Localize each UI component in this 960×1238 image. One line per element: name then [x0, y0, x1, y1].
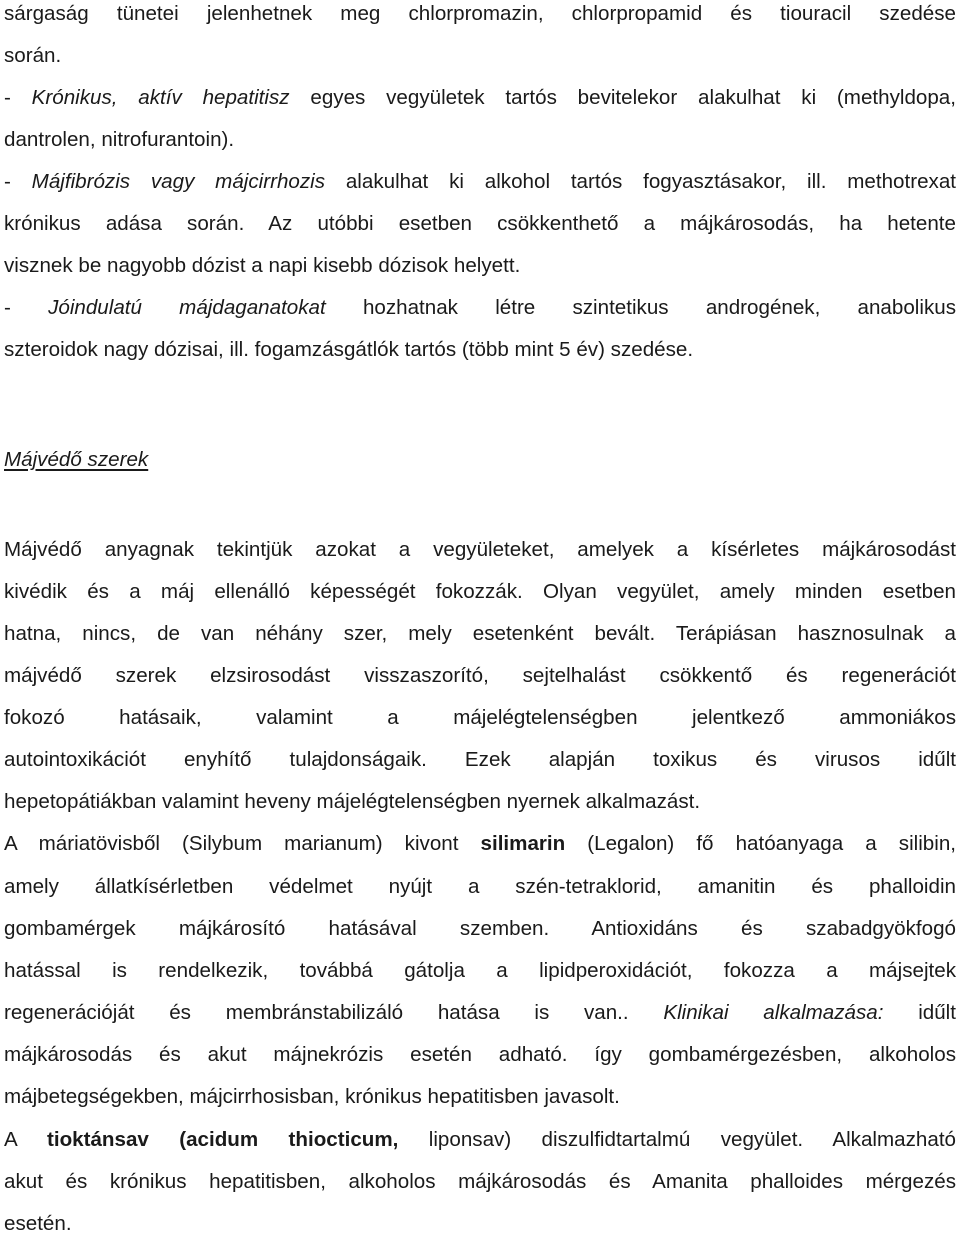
italic-term: Jóindulatú májdaganatokat	[48, 296, 326, 319]
italic-term: Májfibrózis vagy májcirrhozis	[31, 170, 326, 193]
text-line	[4, 620, 956, 648]
text-span: krónikus adása során. Az utóbbi esetben csökkenthető a májkárosodás, ha hetente	[4, 212, 956, 235]
text-line	[4, 1041, 956, 1069]
text-span: sárgaság tünetei jelenhetnek meg chlorpromazin, chlorpropamid és tiouracil szedése	[4, 2, 956, 25]
text-span: májbetegségekben, májcirrhosisban, krónikus hepatitisben javasolt.	[4, 1085, 620, 1108]
text-span: idűlt	[883, 1001, 956, 1024]
text-span: kivédik és a máj ellenálló képességét fokozzák. Olyan vegyület, amely minden esetben	[4, 580, 956, 603]
text-span: alakulhat ki alkohol tartós fogyasztásakor, ill. methotrexat	[325, 170, 956, 193]
text-line	[4, 578, 956, 606]
text-span: hozhatnak létre szintetikus androgének, anabolikus	[325, 296, 956, 319]
text-span: hatna, nincs, de van néhány szer, mely esetenként bevált. Terápiásan hasznosulnak a	[4, 622, 956, 645]
text-line	[4, 84, 956, 112]
text-span: fokozó hatásaik, valamint a májelégtelenségben jelentkező ammoniákos	[4, 706, 956, 729]
bold-term: silimarin	[480, 832, 566, 855]
text-line	[4, 915, 956, 943]
text-span: A máriatövisből (Silybum marianum) kivont	[4, 832, 481, 855]
text-line	[4, 336, 956, 364]
text-span: -	[4, 86, 32, 109]
text-line	[4, 662, 956, 690]
text-span: visznek be nagyobb dózist a napi kisebb dózisok helyett.	[4, 254, 521, 277]
text-span: szteroidok nagy dózisai, ill. fogamzásgátlók tartós (több mint 5 év) szedése.	[4, 338, 694, 361]
text-line	[4, 1168, 956, 1196]
text-line	[4, 830, 956, 858]
text-line	[4, 1083, 956, 1111]
italic-term: Klinikai alkalmazása:	[663, 1001, 884, 1024]
text-span: amely állatkísérletben védelmet nyújt a szén-tetraklorid, amanitin és phalloidin	[4, 875, 956, 898]
text-line	[4, 536, 956, 564]
text-span: autointoxikációt enyhítő tulajdonságaik. Ezek alapján toxikus és virusos idűlt	[4, 748, 956, 771]
text-line	[4, 252, 956, 280]
text-span: A	[4, 1128, 47, 1151]
text-span: hatással is rendelkezik, továbbá gátolja a lipidperoxidációt, fokozza a májsejtek	[4, 959, 956, 982]
text-span: hepetopátiákban valamint heveny májelégtelenségben nyernek alkalmazást.	[4, 790, 701, 813]
text-line	[4, 957, 956, 985]
text-span: (Legalon) fő hatóanyaga a silibin,	[565, 832, 957, 855]
text-line	[4, 126, 956, 154]
text-line	[4, 746, 956, 774]
text-span: Májvédő anyagnak tekintjük azokat a vegyületeket, amelyek a kísérletes májkárosodást	[4, 538, 956, 561]
text-line	[4, 873, 956, 901]
text-span: egyes vegyületek tartós bevitelekor alakulhat ki (methyldopa,	[289, 86, 956, 109]
text-span: -	[4, 170, 32, 193]
text-span: során.	[4, 44, 62, 67]
text-line	[4, 168, 956, 196]
text-span: regenerációját és membránstabilizáló hatása is van..	[4, 1001, 664, 1024]
text-span: akut és krónikus hepatitisben, alkoholos májkárosodás és Amanita phalloides mérgezés	[4, 1170, 956, 1193]
text-span: -	[4, 296, 49, 319]
text-line	[4, 0, 956, 28]
heading-text: Májvédő szerek	[4, 448, 149, 471]
text-span: esetén.	[4, 1212, 72, 1235]
text-span: dantrolen, nitrofurantoin).	[4, 128, 235, 151]
italic-term: Krónikus, aktív hepatitisz	[31, 86, 290, 109]
text-line	[4, 999, 956, 1027]
bold-term: tioktánsav (acidum thiocticum,	[46, 1128, 399, 1151]
text-line	[4, 210, 956, 238]
section-heading	[4, 446, 148, 474]
text-line	[4, 42, 956, 70]
text-span: májkárosodás és akut májnekrózis esetén adható. így gombamérgezésben, alkoholos	[4, 1043, 956, 1066]
text-line	[4, 1126, 956, 1154]
text-span: májvédő szerek elzsirosodást visszaszorító, sejtelhalást csökkentő és regenerációt	[4, 664, 956, 687]
text-span: gombamérgek májkárosító hatásával szemben. Antioxidáns és szabadgyökfogó	[4, 917, 956, 940]
text-line	[4, 788, 956, 816]
text-line	[4, 294, 956, 322]
text-line	[4, 704, 956, 732]
text-span: liponsav) diszulfidtartalmú vegyület. Alkalmazható	[398, 1128, 956, 1151]
